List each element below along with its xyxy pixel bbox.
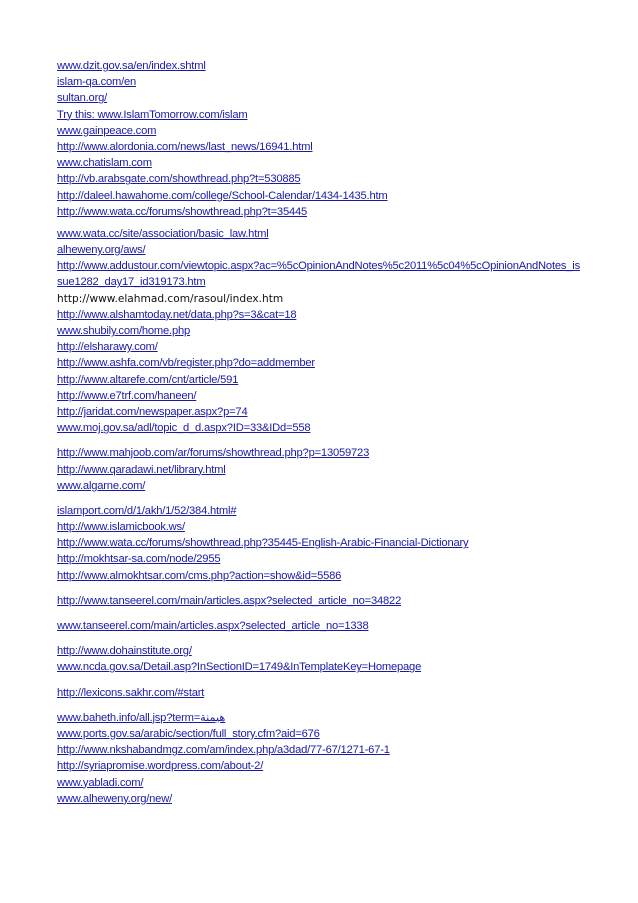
- link-islamport[interactable]: islamport.com/d/1/akh/1/52/384.html#: [57, 504, 237, 517]
- link-hawahome[interactable]: http://daleel.hawahome.com/college/School-Calendar/1434-1435.htm: [57, 189, 388, 202]
- link-ncda[interactable]: www.ncda.gov.sa/Detail.asp?InSectionID=1749&InTemplateKey=Homepage: [57, 661, 422, 674]
- link-dzit[interactable]: www.dzit.gov.sa/en/index.shtml: [57, 60, 206, 72]
- link-mahjoob[interactable]: http://www.mahjoob.com/ar/forums/showthread.php?p=13059723: [57, 447, 370, 460]
- spacer: [57, 676, 585, 685]
- link-moj[interactable]: www.moj.gov.sa/adl/topic_d_d.aspx?ID=33&IDd=558: [57, 422, 311, 435]
- spacer: [57, 436, 585, 445]
- spacer: [57, 701, 585, 710]
- link-syriapromise[interactable]: http://syriapromise.wordpress.com/about-2/: [57, 760, 264, 773]
- link-jaridat[interactable]: http://jaridat.com/newspaper.aspx?p=74: [57, 405, 248, 418]
- link-dohainstitute[interactable]: http://www.dohainstitute.org/: [57, 645, 192, 658]
- link-list: [57, 58, 585, 807]
- link-mokhtsar-sa[interactable]: http://mokhtsar-sa.com/node/2955: [57, 553, 221, 566]
- link-e7trf[interactable]: http://www.e7trf.com/haneen/: [57, 389, 197, 402]
- link-tanseerel-34822[interactable]: http://www.tanseerel.com/main/articles.aspx?selected_article_no=34822: [57, 594, 402, 607]
- link-islam-qa[interactable]: islam-qa.com/en: [57, 76, 137, 89]
- link-sakhr-lexicons[interactable]: http://lexicons.sakhr.com/#start: [57, 686, 205, 699]
- link-wata-dictionary[interactable]: http://www.wata.cc/forums/showthread.php?35445-English-Arabic-Financial-Dictionary: [57, 537, 469, 550]
- spacer: [57, 584, 585, 593]
- spacer: [57, 494, 585, 503]
- link-wata-forum[interactable]: http://www.wata.cc/forums/showthread.php?t=35445: [57, 205, 308, 218]
- link-gainpeace[interactable]: www.gainpeace.com: [57, 124, 157, 137]
- link-ashfa[interactable]: http://www.ashfa.com/vb/register.php?do=addmember: [57, 357, 315, 370]
- link-yabladi[interactable]: www.yabladi.com/: [57, 776, 144, 789]
- link-islamicbook[interactable]: http://www.islamicbook.ws/: [57, 521, 185, 534]
- link-alshamtoday[interactable]: http://www.alshamtoday.net/data.php?s=3&cat=18: [57, 308, 297, 321]
- link-alheweny-new[interactable]: www.alheweny.org/new/: [57, 792, 172, 805]
- link-chatislam[interactable]: www.chatislam.com: [57, 157, 152, 170]
- link-sultan[interactable]: sultan.org/: [57, 92, 108, 105]
- link-almokhtsar[interactable]: http://www.almokhtsar.com/cms.php?action=show&id=5586: [57, 569, 342, 582]
- link-altarefe[interactable]: http://www.altarefe.com/cnt/article/591: [57, 373, 239, 386]
- link-nkshabandmgz[interactable]: http://www.nkshabandmgz.com/am/index.php/a3dad/77-67/1271-67-1: [57, 744, 390, 757]
- link-tanseerel-1338[interactable]: www.tanseerel.com/main/articles.aspx?selected_article_no=1338: [57, 620, 369, 633]
- link-qaradawi[interactable]: http://www.qaradawi.net/library.html: [57, 463, 226, 476]
- plain-url-elahmad: http://www.elahmad.com/rasoul/index.htm: [57, 292, 284, 305]
- link-addustour[interactable]: http://www.addustour.com/viewtopic.aspx?ac=%5cOpinionAndNotes%5c2011%5c04%5cOpinionAndNotes_issue1282_day17_id319173.htm: [57, 260, 580, 289]
- spacer: [57, 609, 585, 618]
- link-alordonia[interactable]: http://www.alordonia.com/news/last_news/16941.html: [57, 140, 313, 153]
- link-arabsgate[interactable]: http://vb.arabsgate.com/showthread.php?t=530885: [57, 173, 301, 186]
- link-islamtomorrow[interactable]: Try this: www.IslamTomorrow.com/islam: [57, 108, 248, 121]
- link-baheth[interactable]: www.baheth.info/all.jsp?term=هيمنة: [57, 711, 226, 724]
- link-elsharawy[interactable]: http://elsharawy.com/: [57, 341, 158, 354]
- link-wata-basic-law[interactable]: www.wata.cc/site/association/basic_law.html: [57, 227, 269, 240]
- spacer: [57, 634, 585, 643]
- link-algarne[interactable]: www.algarne.com/: [57, 479, 146, 492]
- link-alheweny-aws[interactable]: alheweny.org/aws/: [57, 244, 146, 257]
- link-ports[interactable]: www.ports.gov.sa/arabic/section/full_story.cfm?aid=676: [57, 727, 320, 740]
- link-shubily[interactable]: www.shubily.com/home.php: [57, 325, 191, 338]
